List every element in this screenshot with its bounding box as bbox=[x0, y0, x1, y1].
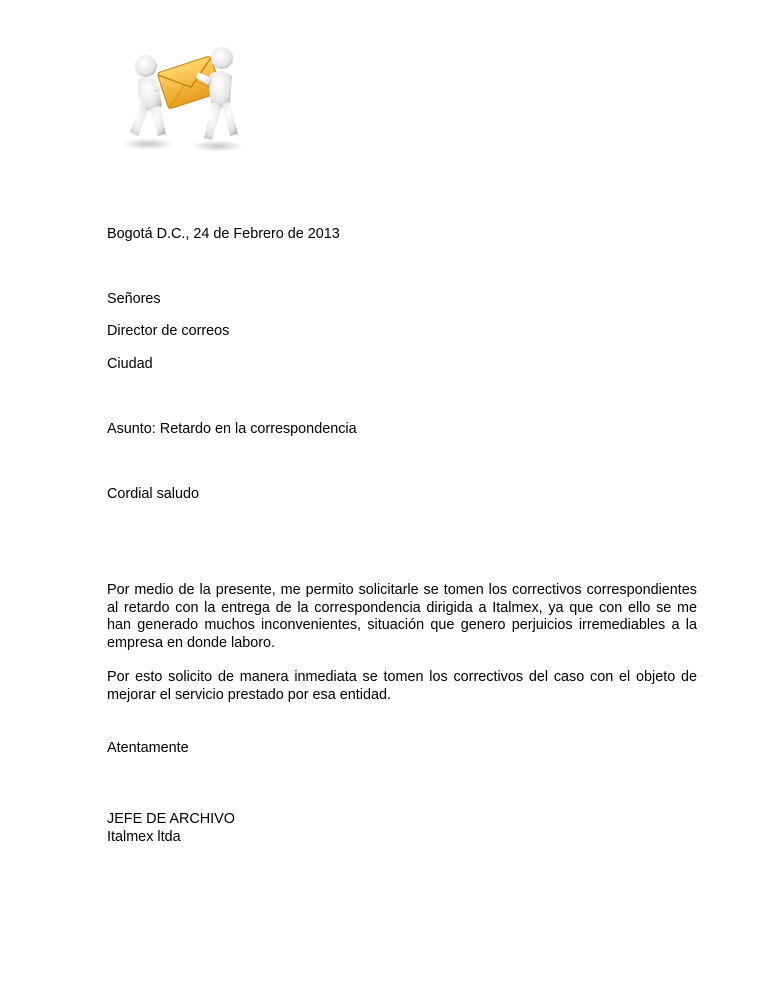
body-paragraph-2: Por esto solicito de manera inmediata se tomen los correctivos del caso con el objeto de mejorar el servicio prestado por esa entidad. bbox=[107, 669, 697, 703]
recipient-salutation: Señores bbox=[107, 291, 161, 307]
recipient-city: Ciudad bbox=[107, 356, 153, 372]
signature-company: Italmex ltda bbox=[107, 829, 181, 845]
subject-line: Asunto: Retardo en la correspondencia bbox=[107, 421, 357, 437]
date-line: Bogotá D.C., 24 de Febrero de 2013 bbox=[107, 226, 340, 242]
body-paragraph-1: Por medio de la presente, me permito solicitarle se tomen los correctivos correspondientes al retardo con la entrega de la correspondencia dirigida a Italmex, ya que con ello se me han generado muchos inconvenientes, situación que genero perjuicios irremediables a la empresa en donde laboro. bbox=[107, 582, 697, 651]
two-figures-carrying-envelope-icon bbox=[118, 44, 250, 154]
greeting: Cordial saludo bbox=[107, 486, 199, 502]
recipient-title: Director de correos bbox=[107, 323, 230, 339]
signature-position: JEFE DE ARCHIVO bbox=[107, 811, 235, 827]
logo-image bbox=[118, 44, 250, 154]
closing: Atentamente bbox=[107, 740, 189, 756]
